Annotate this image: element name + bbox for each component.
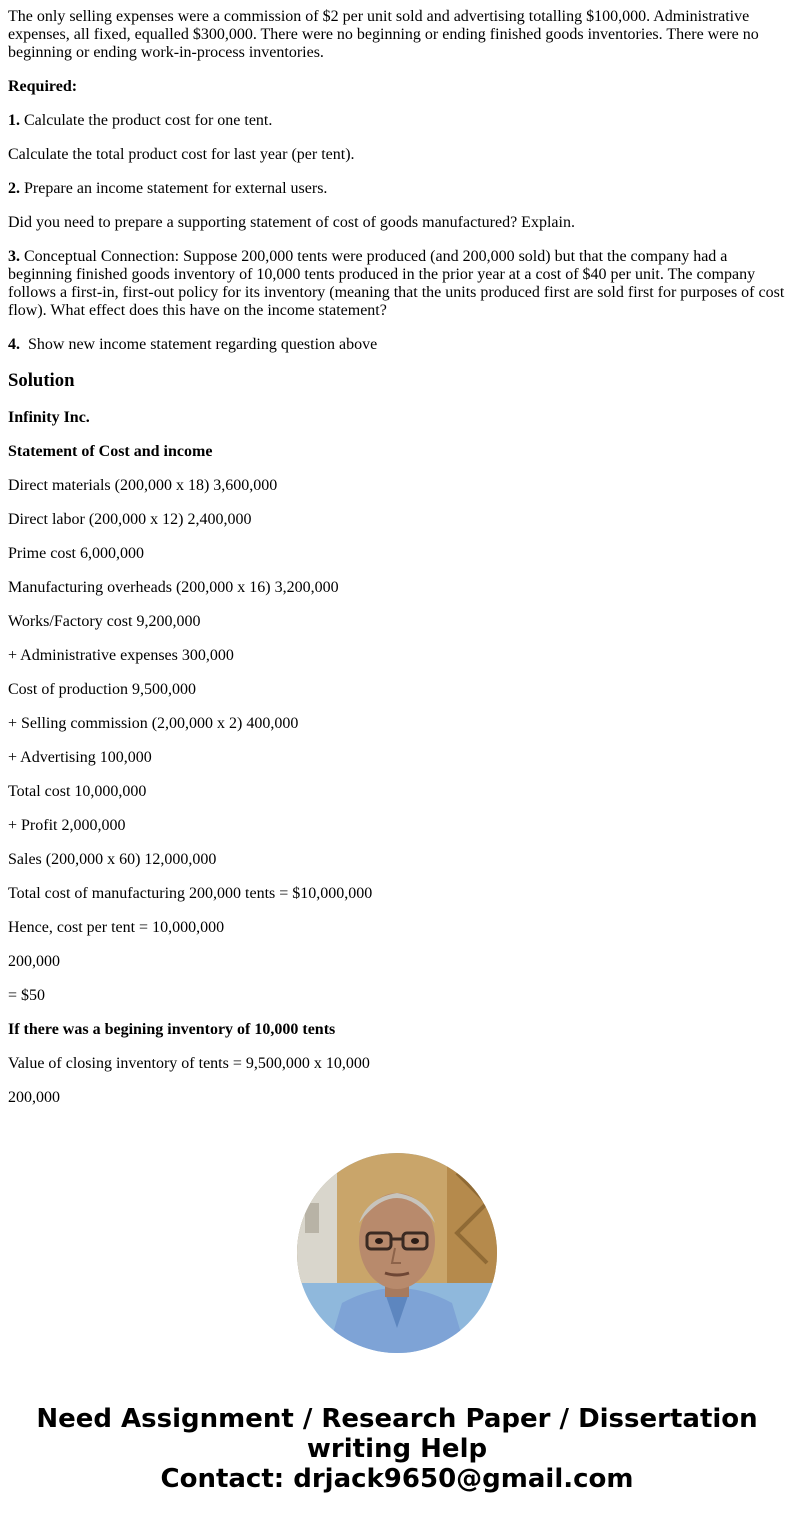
solution-line: Total cost 10,000,000 bbox=[8, 783, 147, 800]
solution-line: 200,000 bbox=[8, 953, 60, 970]
solution-line: Manufacturing overheads (200,000 x 16) 3,200,000 bbox=[8, 579, 339, 596]
solution-line: Direct labor (200,000 x 12) 2,400,000 bbox=[8, 511, 252, 528]
promo-line: Need Assignment / Research Paper / Dissertation bbox=[36, 1404, 758, 1434]
question-2 bbox=[8, 180, 786, 198]
solution-line: + Advertising 100,000 bbox=[8, 749, 152, 766]
company-name: Infinity Inc. bbox=[8, 409, 90, 426]
avatar-portrait bbox=[297, 1153, 497, 1353]
required-label: Required: bbox=[8, 78, 78, 95]
question-1-text: Calculate the product cost for one tent. bbox=[20, 112, 273, 129]
document-body bbox=[8, 8, 786, 1123]
solution-line: Hence, cost per tent = 10,000,000 bbox=[8, 919, 225, 936]
question-3-text: Conceptual Connection: Suppose 200,000 tents were produced (and 200,000 sold) but that the company had a beginning finished goods inventory of 10,000 tents produced in the prior year at a cost of $40 per unit. The company follows a first-in, first-out policy for its inventory (meaning that the units produced first are sold first for purposes of cost flow). What effect does this have on the income statement? bbox=[8, 248, 785, 319]
question-3 bbox=[8, 248, 786, 320]
question-2-text: Prepare an income statement for external users. bbox=[20, 180, 328, 197]
solution-line: Works/Factory cost 9,200,000 bbox=[8, 613, 201, 630]
author-avatar bbox=[297, 1153, 497, 1353]
solution-line: + Profit 2,000,000 bbox=[8, 817, 126, 834]
solution-line: = $50 bbox=[8, 987, 46, 1004]
question-1b: Calculate the total product cost for last year (per tent). bbox=[8, 146, 355, 163]
solution-line: + Selling commission (2,00,000 x 2) 400,000 bbox=[8, 715, 299, 732]
solution-line: Total cost of manufacturing 200,000 tents = $10,000,000 bbox=[8, 885, 373, 902]
promo-banner bbox=[0, 1404, 794, 1494]
inventory-line: Value of closing inventory of tents = 9,500,000 x 10,000 bbox=[8, 1055, 370, 1072]
solution-line: Direct materials (200,000 x 18) 3,600,000 bbox=[8, 477, 278, 494]
question-3-number: 3. bbox=[8, 248, 20, 265]
solution-heading: Solution bbox=[8, 370, 75, 391]
problem-intro: The only selling expenses were a commission of $2 per unit sold and advertising totalling $100,000. Administrative expenses, all fixed, equalled $300,000. There were no beginning or ending finished goods inventories. There were no beginning or ending work-in-process inventories. bbox=[8, 8, 759, 61]
solution-line: Prime cost 6,000,000 bbox=[8, 545, 144, 562]
question-4-number: 4. bbox=[8, 336, 20, 353]
question-1-number: 1. bbox=[8, 112, 20, 129]
promo-line: writing Help bbox=[306, 1434, 488, 1464]
question-2-number: 2. bbox=[8, 180, 20, 197]
statement-title: Statement of Cost and income bbox=[8, 443, 213, 460]
inventory-heading: If there was a begining inventory of 10,000 tents bbox=[8, 1021, 336, 1038]
promo-contact: Contact: drjack9650@gmail.com bbox=[160, 1464, 634, 1494]
inventory-line: 200,000 bbox=[8, 1089, 60, 1106]
solution-line: Cost of production 9,500,000 bbox=[8, 681, 196, 698]
question-4-text: Show new income statement regarding question above bbox=[20, 336, 378, 353]
solution-line: + Administrative expenses 300,000 bbox=[8, 647, 234, 664]
question-2b: Did you need to prepare a supporting statement of cost of goods manufactured? Explain. bbox=[8, 214, 575, 231]
solution-line: Sales (200,000 x 60) 12,000,000 bbox=[8, 851, 217, 868]
question-1 bbox=[8, 112, 786, 130]
question-4 bbox=[8, 336, 786, 354]
